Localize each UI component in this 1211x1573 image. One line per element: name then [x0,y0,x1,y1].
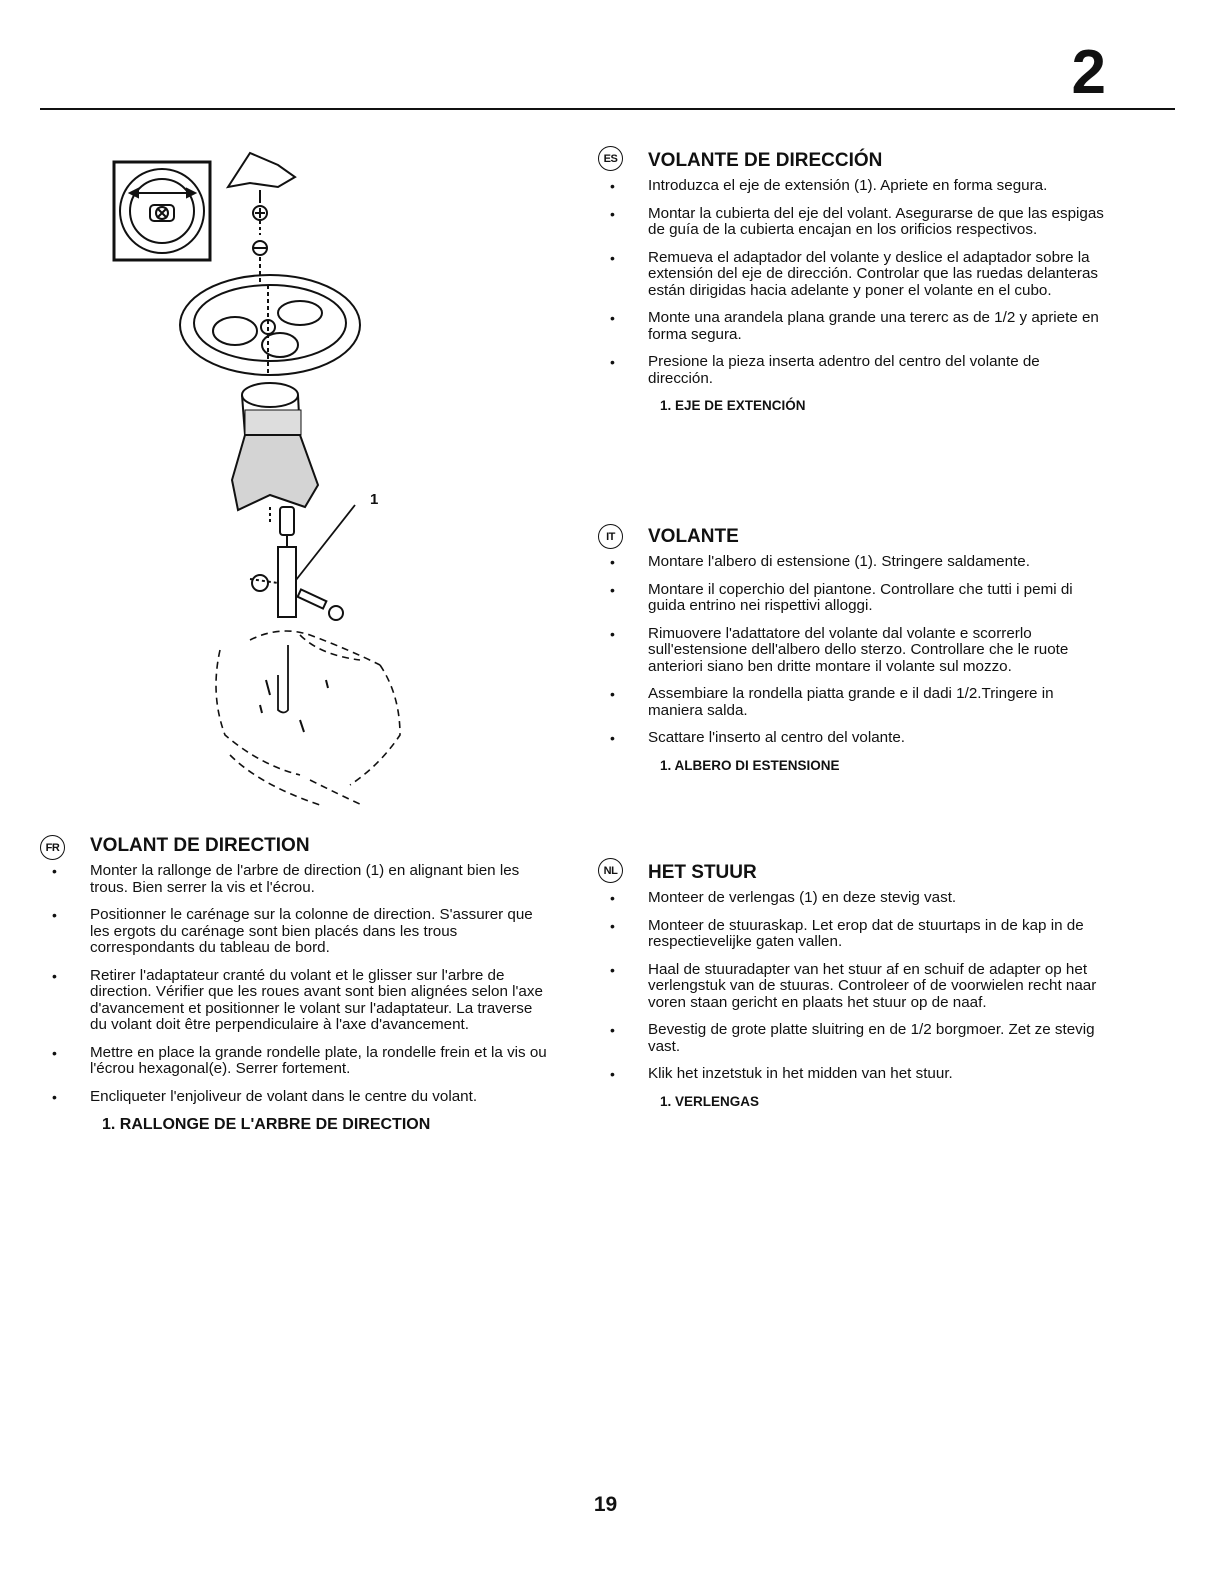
page-number: 19 [593,1493,618,1516]
list-item: • Retirer l'adaptateur cranté du volant et le glisser sur l'arbre de direction. Vérifier que les roues avant sont bien alignées selon l'axe d'avancement et positionner le volant sur l'adaptateur. La traverse du volant doit être perpendiculaire à l'axe d'avancement. [52,968,552,1034]
header-rule [40,108,1175,110]
figure-legend: 1. EJE DE EXTENCIÓN [660,398,806,413]
chapter-number: 2 [1071,38,1106,107]
list-item: • Monteer de verlengas (1) en deze stevig vast. [610,890,1105,907]
list-item: • Montare il coperchio del piantone. Controllare che tutti i pemi di guida entrino nei rispettivi alloggi. [610,582,1105,615]
steering-wheel-assembly-illustration [100,135,460,815]
language-badge: NL [598,858,623,883]
list-item: • Montare l'albero di estensione (1). Stringere saldamente. [610,554,1105,571]
list-item: • Monter la rallonge de l'arbre de direction (1) en alignant bien les trous. Bien serrer la vis et l'écrou. [52,863,552,896]
list-item: • Scattare l'inserto al centro del volante. [610,730,1105,747]
list-item: • Haal de stuuradapter van het stuur af en schuif de adapter op het verlengstuk van de stuuras. Controleer of de voorwielen recht naar voren staan gericht en plaats het stuur op de naaf. [610,962,1105,1012]
list-item: • Rimuovere l'adattatore del volante dal volante e scorrerlo sull'estensione dell'albero dello sterzo. Controllare che le ruote anteriori siano ben dritte montare il volante sul mozzo. [610,626,1105,676]
list-item: • Montar la cubierta del eje del volant. Asegurarse de que las espigas de guía de la cubierta encajan en los orificios respectivos. [610,206,1105,239]
figure-legend: 1. VERLENGAS [660,1093,760,1109]
figure-legend: 1. ALBERO DI ESTENSIONE [660,757,840,773]
list-item: • Bevestig de grote platte sluitring en de 1/2 borgmoer. Zet ze stevig vast. [610,1022,1105,1055]
list-item: • Monteer de stuuraskap. Let erop dat de stuurtaps in de kap in de respectievelijke gaten vallen. [610,918,1105,951]
list-item: • Encliqueter l'enjoliveur de volant dans le centre du volant. [52,1089,552,1106]
list-item: • Monte una arandela plana grande una tererc as de 1/2 y apriete en forma segura. [610,310,1105,343]
list-item: • Introduzca el eje de extensión (1). Apriete en forma segura. [610,178,1105,195]
figure-legend: 1. RALLONGE DE L'ARBRE DE DIRECTION [102,1116,431,1133]
list-item: • Klik het inzetstuk in het midden van het stuur. [610,1066,1105,1083]
section-title: VOLANTE [648,526,739,547]
list-item: • Positionner le carénage sur la colonne de direction. S'assurer que les ergots du carénage sont bien placés dans les trous correspondants du tableau de bord. [52,907,552,957]
language-badge: IT [598,524,623,549]
section-title: VOLANT DE DIRECTION [90,835,310,856]
list-item: • Remueva el adaptador del volante y deslice el adaptador sobre la extensión del eje de dirección. Controlar que las ruedas delanteras están dirigidas hacia adelante y poner el volante en el cubo. [610,250,1105,300]
list-item: • Presione la pieza inserta adentro del centro del volante de dirección. [610,354,1105,387]
list-item: • Mettre en place la grande rondelle plate, la rondelle frein et la vis ou l'écrou hexagonal(e). Serrer fortement. [52,1045,552,1078]
language-badge: ES [598,146,623,171]
section-title: VOLANTE DE DIRECCIÓN [648,150,883,171]
section-title: HET STUUR [648,862,757,883]
language-badge: FR [40,835,65,860]
callout-number: 1 [370,491,379,508]
list-item: • Assembiare la rondella piatta grande e il dadi 1/2.Tringere in maniera salda. [610,686,1105,719]
